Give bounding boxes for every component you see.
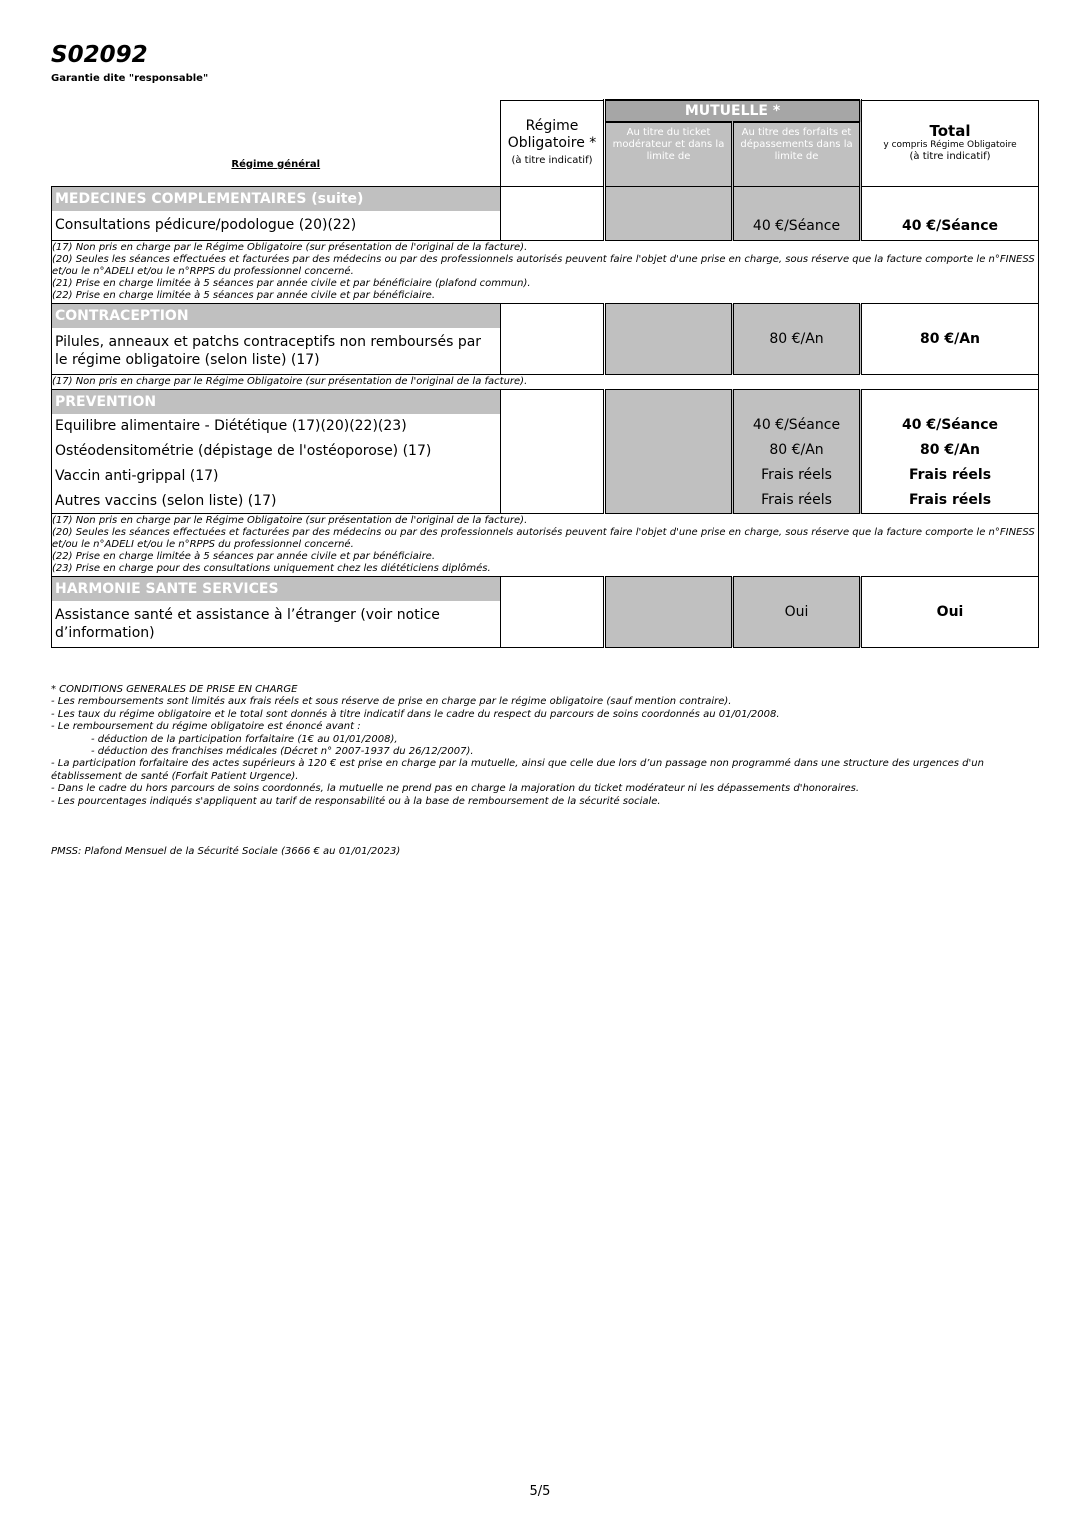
header-mutuelle: MUTUELLE * xyxy=(605,100,861,122)
section-title-contraception: CONTRACEPTION xyxy=(52,304,501,329)
cell-ticket-empty xyxy=(605,186,733,241)
cell-ticket-empty xyxy=(605,389,733,514)
cell-total: 40 €/Séance xyxy=(861,186,1039,241)
cell-forfait: 80 €/An xyxy=(769,442,824,458)
section-title-prevention: PREVENTION xyxy=(52,389,501,414)
cell-ticket-empty xyxy=(605,577,733,648)
cell-forfait: 40 €/Séance xyxy=(752,417,841,433)
cell-total: Oui xyxy=(861,577,1039,648)
header-total-note1: y compris Régime Obligatoire xyxy=(883,139,1017,150)
notes-contraception xyxy=(52,374,1039,389)
note-line: (23) Prise en charge pour des consultations uniquement chez les diététiciens diplômés. xyxy=(52,563,491,574)
header-mutuelle-forfaits: Au titre des forfaits et dépassements dans la limite de xyxy=(733,122,861,186)
row-label-podologue: Consultations pédicure/podologue (20)(22) xyxy=(52,211,501,241)
note-line: (21) Prise en charge limitée à 5 séances par année civile et par bénéficiaire (plafond commun). xyxy=(52,278,531,289)
row-label-assistance: Assistance santé et assistance à l’étranger (voir notice d’information) xyxy=(52,601,501,647)
header-ro-note: (à titre indicatif) xyxy=(511,154,593,166)
note-line: (20) Seules les séances effectuées et facturées par des médecins ou par des professionnels autorisés peuvent faire l'objet d'une prise en charge, sous réserve que la facture comporte le n°FINESS et/ou le n°ADELI et/ou le n°RPPS du professionnel concerné. xyxy=(52,254,1035,277)
footer-line: - Le remboursement du régime obligatoire est énoncé avant : xyxy=(51,721,361,733)
header-regime-obligatoire xyxy=(501,100,605,186)
note-line: (17) Non pris en charge par le Régime Obligatoire (sur présentation de l'original de la facture). xyxy=(52,515,528,526)
cell-total: 80 €/An xyxy=(861,304,1039,375)
header-ro-line2: Obligatoire * xyxy=(507,134,597,151)
cell-ticket-empty xyxy=(605,304,733,375)
cell-ro-empty xyxy=(501,577,605,648)
cell-forfait: 80 €/An xyxy=(733,304,861,375)
contract-code: S02092 xyxy=(51,42,148,68)
row-label-osteodensitometrie: Ostéodensitométrie (dépistage de l'ostéoporose) (17) xyxy=(52,439,501,464)
note-line: (22) Prise en charge limitée à 5 séances par année civile et par bénéficiaire. xyxy=(52,290,436,301)
pmss-note: PMSS: Plafond Mensuel de la Sécurité Sociale (3666 € au 01/01/2023) xyxy=(51,846,401,857)
header-mutuelle-ticket: Au titre du ticket modérateur et dans la limite de xyxy=(605,122,733,186)
row-label-contraceptifs: Pilules, anneaux et patchs contraceptifs non remboursés par le régime obligatoire (selon liste) (17) xyxy=(52,328,501,374)
cell-ro-empty xyxy=(501,389,605,514)
row-label-vaccin-grippal: Vaccin anti-grippal (17) xyxy=(52,464,501,489)
header-total xyxy=(861,100,1039,186)
header-total-note2: (à titre indicatif) xyxy=(909,150,991,162)
cell-total: 40 €/Séance xyxy=(902,417,999,433)
note-line: (17) Non pris en charge par le Régime Obligatoire (sur présentation de l'original de la facture). xyxy=(52,375,528,387)
cell-total: Frais réels xyxy=(908,467,992,483)
general-conditions xyxy=(51,684,1041,808)
note-line: (17) Non pris en charge par le Régime Obligatoire (sur présentation de l'original de la facture). xyxy=(52,242,528,253)
note-line: (20) Seules les séances effectuées et facturées par des médecins ou par des professionnels autorisés peuvent faire l'objet d'une prise en charge, sous réserve que la facture comporte le n°FINESS et/ou le n°ADELI et/ou le n°RPPS du professionnel concerné. xyxy=(52,527,1035,550)
section-title-harmonie: HARMONIE SANTE SERVICES xyxy=(52,577,501,602)
cell-total-group xyxy=(861,389,1039,514)
notes-medecines xyxy=(52,241,1039,304)
section-title-medecines: MEDECINES COMPLEMENTAIRES (suite) xyxy=(52,186,501,211)
footer-line: - Les pourcentages indiqués s'appliquent au tarif de responsabilité ou à la base de remboursement de la sécurité sociale. xyxy=(51,795,661,807)
footer-line-indented: - déduction des franchises médicales (Décret n° 2007-1937 du 26/12/2007). xyxy=(91,746,474,758)
footer-line: - Les taux du régime obligatoire et le total sont donnés à titre indicatif dans le cadre du respect du parcours de soins coordonnés au 01/01/2008. xyxy=(51,708,780,720)
cell-ro-empty xyxy=(501,304,605,375)
footer-line: * CONDITIONS GENERALES DE PRISE EN CHARGE xyxy=(51,684,298,695)
guarantee-subtitle: Garantie dite "responsable" xyxy=(51,73,209,84)
cell-ro-empty xyxy=(501,186,605,241)
cell-total: Frais réels xyxy=(908,492,992,508)
notes-prevention xyxy=(52,514,1039,577)
cell-forfait: Frais réels xyxy=(761,467,832,483)
row-label-autres-vaccins: Autres vaccins (selon liste) (17) xyxy=(52,489,501,514)
footer-line: - Les remboursements sont limités aux frais réels et sous réserve de prise en charge par le régime obligatoire (sauf mention contraire). xyxy=(51,696,732,708)
cell-total: 80 €/An xyxy=(920,442,981,458)
row-label-dietetique: Equilibre alimentaire - Diététique (17)(20)(22)(23) xyxy=(52,414,501,439)
footer-line: - La participation forfaitaire des actes supérieurs à 120 € est prise en charge par la mutuelle, ainsi que celle due lors d’un passage non programmé dans une structure des urgences d'un établissement de santé (Forfait Patient Urgence). xyxy=(51,758,984,782)
cell-forfait: Oui xyxy=(733,577,861,648)
header-regime-general: Régime général xyxy=(52,100,501,186)
note-line: (22) Prise en charge limitée à 5 séances par année civile et par bénéficiaire. xyxy=(52,551,436,562)
footer-line-indented: - déduction de la participation forfaitaire (1€ au 01/01/2008), xyxy=(91,733,398,745)
header-total-label: Total xyxy=(929,121,971,140)
cell-forfait: Frais réels xyxy=(761,492,832,508)
page-number: 5/5 xyxy=(529,1484,551,1499)
footer-line: - Dans le cadre du hors parcours de soins coordonnés, la mutuelle ne prend pas en charge la majoration du ticket modérateur ni les dépassements d'honoraires. xyxy=(51,783,860,795)
header-ro-line1: Régime xyxy=(525,117,579,134)
benefits-table xyxy=(51,99,1039,648)
cell-forfait: 40 €/Séance xyxy=(733,186,861,241)
cell-forfait-group xyxy=(733,389,861,514)
